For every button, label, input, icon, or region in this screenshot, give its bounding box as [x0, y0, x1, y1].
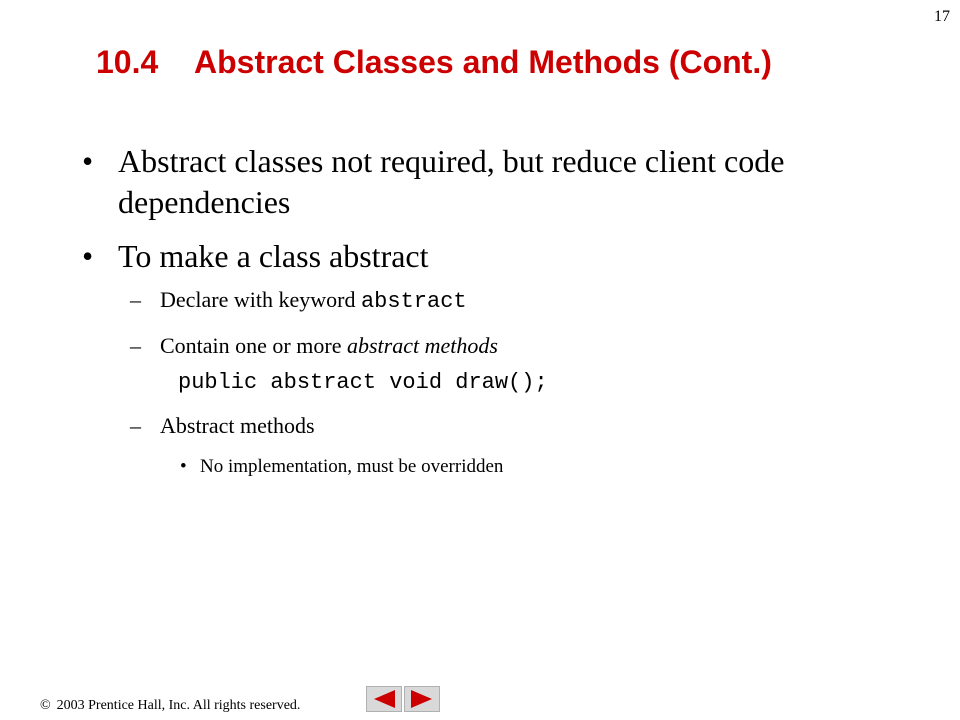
- code-example: public abstract void draw();: [178, 370, 548, 395]
- sub-item-contain: [130, 333, 498, 359]
- sub-sub-item: [180, 455, 503, 479]
- copyright-footer: [40, 697, 300, 715]
- title-section-number: 10.4: [96, 44, 159, 80]
- dash-marker: –: [130, 333, 141, 358]
- bullet-text: To make a class abstract: [118, 238, 429, 274]
- keyword-code: abstract: [360, 289, 467, 314]
- previous-slide-button[interactable]: [366, 686, 402, 712]
- sub-item-abstract-methods: [130, 413, 315, 439]
- sub-sub-item-text: No implementation, must be overridden: [200, 456, 504, 477]
- copyright-text: 2003 Prentice Hall, Inc. All rights reserved.: [56, 698, 301, 713]
- dash-marker: –: [130, 413, 141, 438]
- copyright-icon: ©: [40, 698, 51, 713]
- right-arrow-icon: [409, 689, 435, 709]
- sub-item-text: [160, 333, 498, 358]
- title-text: Abstract Classes and Methods (Cont.): [194, 44, 772, 80]
- dash-marker: –: [130, 287, 141, 312]
- bullet-marker: •: [180, 456, 187, 477]
- left-arrow-icon: [371, 689, 397, 709]
- emphasis-text: abstract methods: [346, 333, 498, 358]
- bullet-text: Abstract classes not required, but reduce client code dependencies: [118, 143, 785, 220]
- sub-item-declare: [130, 287, 467, 315]
- sub-item-text: Abstract methods: [160, 413, 315, 438]
- slide-navigation: [366, 686, 440, 712]
- bullet-marker: •: [82, 143, 94, 179]
- slide-title: [96, 46, 772, 78]
- bullet-marker: •: [82, 238, 94, 274]
- bullet-item: [82, 141, 842, 223]
- next-slide-button[interactable]: [404, 686, 440, 712]
- page-number: 17: [934, 8, 950, 25]
- sub-item-label: Declare with keyword: [160, 287, 361, 312]
- sub-item-text: [160, 287, 467, 312]
- bullet-item: [82, 236, 842, 277]
- sub-item-label: Contain one or more: [160, 333, 347, 358]
